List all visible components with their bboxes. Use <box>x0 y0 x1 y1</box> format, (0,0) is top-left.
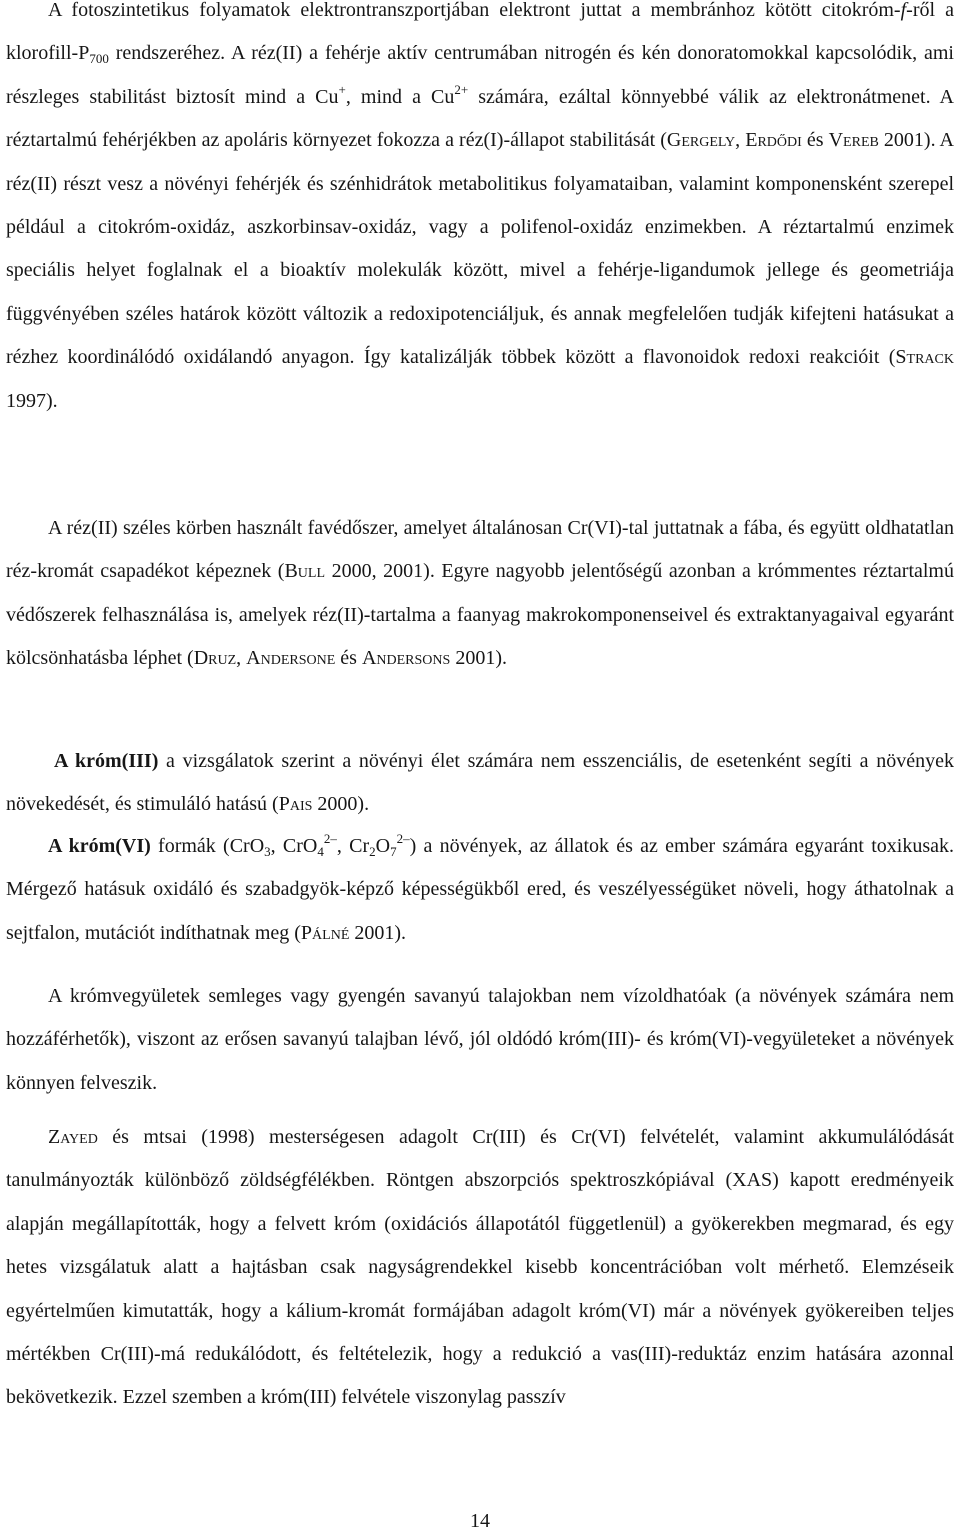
text-run: és mtsai (1998) mesterségesen adagolt Cr(III) és Cr(VI) felvételét, valamint akkumulálódását tanulmányozták különböző zöldségfélékben. Röntgen abszorpciós spektroszkópiával (XAS) kapott eredményeik alapján megállapították, hogy a felvett króm (oxidációs állapotától függetlenül) a gyökerekben megmarad, és egy hetes vizsgálatuk alatt a hajtásban csak nagyságrendekkel kisebb koncentrációban volt mérhető. Elemzéseik egyértelműen kimutatták, hogy a kálium-kromát formájában adagolt króm(VI) már a növények gyökereiben teljes mértékben Cr(III)-má redukálódott, és feltételezik, hogy a redukció a vas(III)-reduktáz enzim hatására azonnal bekövetkezik. Ezzel szemben a króm(III) felvétele viszonylag passzív <box>6 1126 954 1409</box>
text-run: 2001). A réz(II) részt vesz a növényi fehérjék és szénhidrátok metabolitikus folyamataiban, valamint komponensként szerepel például a citokróm-oxidáz, aszkorbinsav-oxidáz, vagy a polifenol-oxidáz enzimekben. A réztartalmú enzimek speciális helyet foglalnak el a bioaktív molekulák között, mivel a fehérje-ligandumok jellege és geometriája függvényében széles határok között változik a redoxipotenciáljuk, és annak megfelelően tudják kifejteni hatásukat a rézhez koordinálódó oxidálandó anyagon. Így katalizálják többek között a flavonoidok redoxi reakcióit ( <box>6 129 954 369</box>
text-run: , CrO <box>270 835 318 857</box>
paragraph-copper-electron-transport <box>6 0 954 423</box>
text-run: formák (CrO <box>150 835 265 857</box>
text-run: 2001). <box>450 647 507 670</box>
text-run: 2+ <box>454 81 469 97</box>
text-run: A fotoszintetikus folyamatok elektrontranszportjában elektront juttat a membránhoz kötött citokróm- <box>48 0 901 21</box>
citation-author: Vereb <box>828 129 879 152</box>
paragraph-chromium-vi <box>6 825 954 955</box>
text-run: ) a növények, az állatok és az ember számára egyaránt toxikusak. Mérgező hatásuk oxidáló és szabadgyök-képző képességükből ered, és veszélyességüket növeli, hogy áthatolnak a sejtfalon, mutációt indíthatnak meg ( <box>6 835 955 944</box>
text-run: és <box>335 647 362 670</box>
text-run: 2000, 2001). Egyre nagyobb jelentőségű azonban a krómmentes réztartalmú védőszerek felhasználása is, amelyek réz(II)-tartalma a faanyag makrokomponenseivel és extraktanyagaival egyaránt kölcsönhatásba léphet ( <box>6 560 954 670</box>
text-run: , <box>735 129 746 152</box>
text-run: 3 <box>264 844 271 859</box>
page-number: 14 <box>470 1510 490 1532</box>
citation-author: Pálné <box>300 921 350 944</box>
citation-author: Andersons <box>361 647 451 670</box>
text-run: , mind a Cu <box>345 85 455 108</box>
text-run: 2001). <box>349 921 407 944</box>
citation-author: Strack <box>895 346 954 369</box>
citation-author: Erdődi <box>745 129 802 152</box>
text-run: 2 <box>369 844 376 859</box>
text-run: 2– <box>396 831 410 846</box>
paragraph-copper-wood-preservative <box>6 507 954 681</box>
text-run: , Cr <box>336 835 370 857</box>
text-run: 2– <box>323 831 337 846</box>
bold-term: A króm(VI) <box>48 835 151 857</box>
bold-term: A króm(III) <box>54 750 159 772</box>
text-run: , <box>236 647 247 670</box>
text-run: -ről a klorofill-P <box>6 0 954 65</box>
text-run: 1997). <box>6 389 58 412</box>
text-run: 2000). <box>312 793 370 816</box>
text-run: és <box>801 129 829 152</box>
citation-author: Bull <box>284 560 326 583</box>
citation-author: Pais <box>278 793 313 816</box>
text-run: A krómvegyületek semleges vagy gyengén savanyú talajokban nem vízoldhatóak (a növények számára nem hozzáférhetők), viszont az erősen savanyú talajban lévő, jól oldódó króm(III)- és króm(VI)-vegyületeket a növények könnyen felveszik. <box>6 985 954 1094</box>
text-run: 4 <box>317 844 324 859</box>
text-run: a vizsgálatok szerint a növényi élet számára nem esszenciális, de esetenként segíti a növények növekedését, és stimuláló hatású ( <box>6 750 954 816</box>
text-run: A réz(II) széles körben használt favédőszer, amelyet általánosan Cr(VI)-tal juttatnak a fába, és együtt oldhatatlan réz-kromát csapadékot képeznek ( <box>6 517 954 583</box>
text-run: 7 <box>390 844 397 859</box>
text-run: 700 <box>89 51 109 67</box>
citation-author: Druz <box>193 647 237 670</box>
text-run: rendszeréhez. A réz(II) a fehérje aktív centrumában nitrogén és kén donoratomokkal kapcsolódik, ami részleges stabilitást biztosít mind a Cu <box>6 42 954 108</box>
paragraph-chromium-compounds-soil <box>6 975 954 1105</box>
paragraph-chromium-iii <box>6 740 954 827</box>
text-run: + <box>338 81 346 97</box>
text-run: f <box>900 0 907 21</box>
citation-author: Andersone <box>246 647 336 670</box>
citation-author: Zayed <box>48 1126 98 1148</box>
text-run: számára, ezáltal könnyebbé válik az elektronátmenet. A réztartalmú fehérjékben az apoláris környezet fokozza a réz(I)-állapot stabilitását ( <box>6 85 954 152</box>
text-run: O <box>375 835 391 857</box>
citation-author: Gergely <box>666 129 736 152</box>
paragraph-zayed-study <box>6 1116 954 1420</box>
